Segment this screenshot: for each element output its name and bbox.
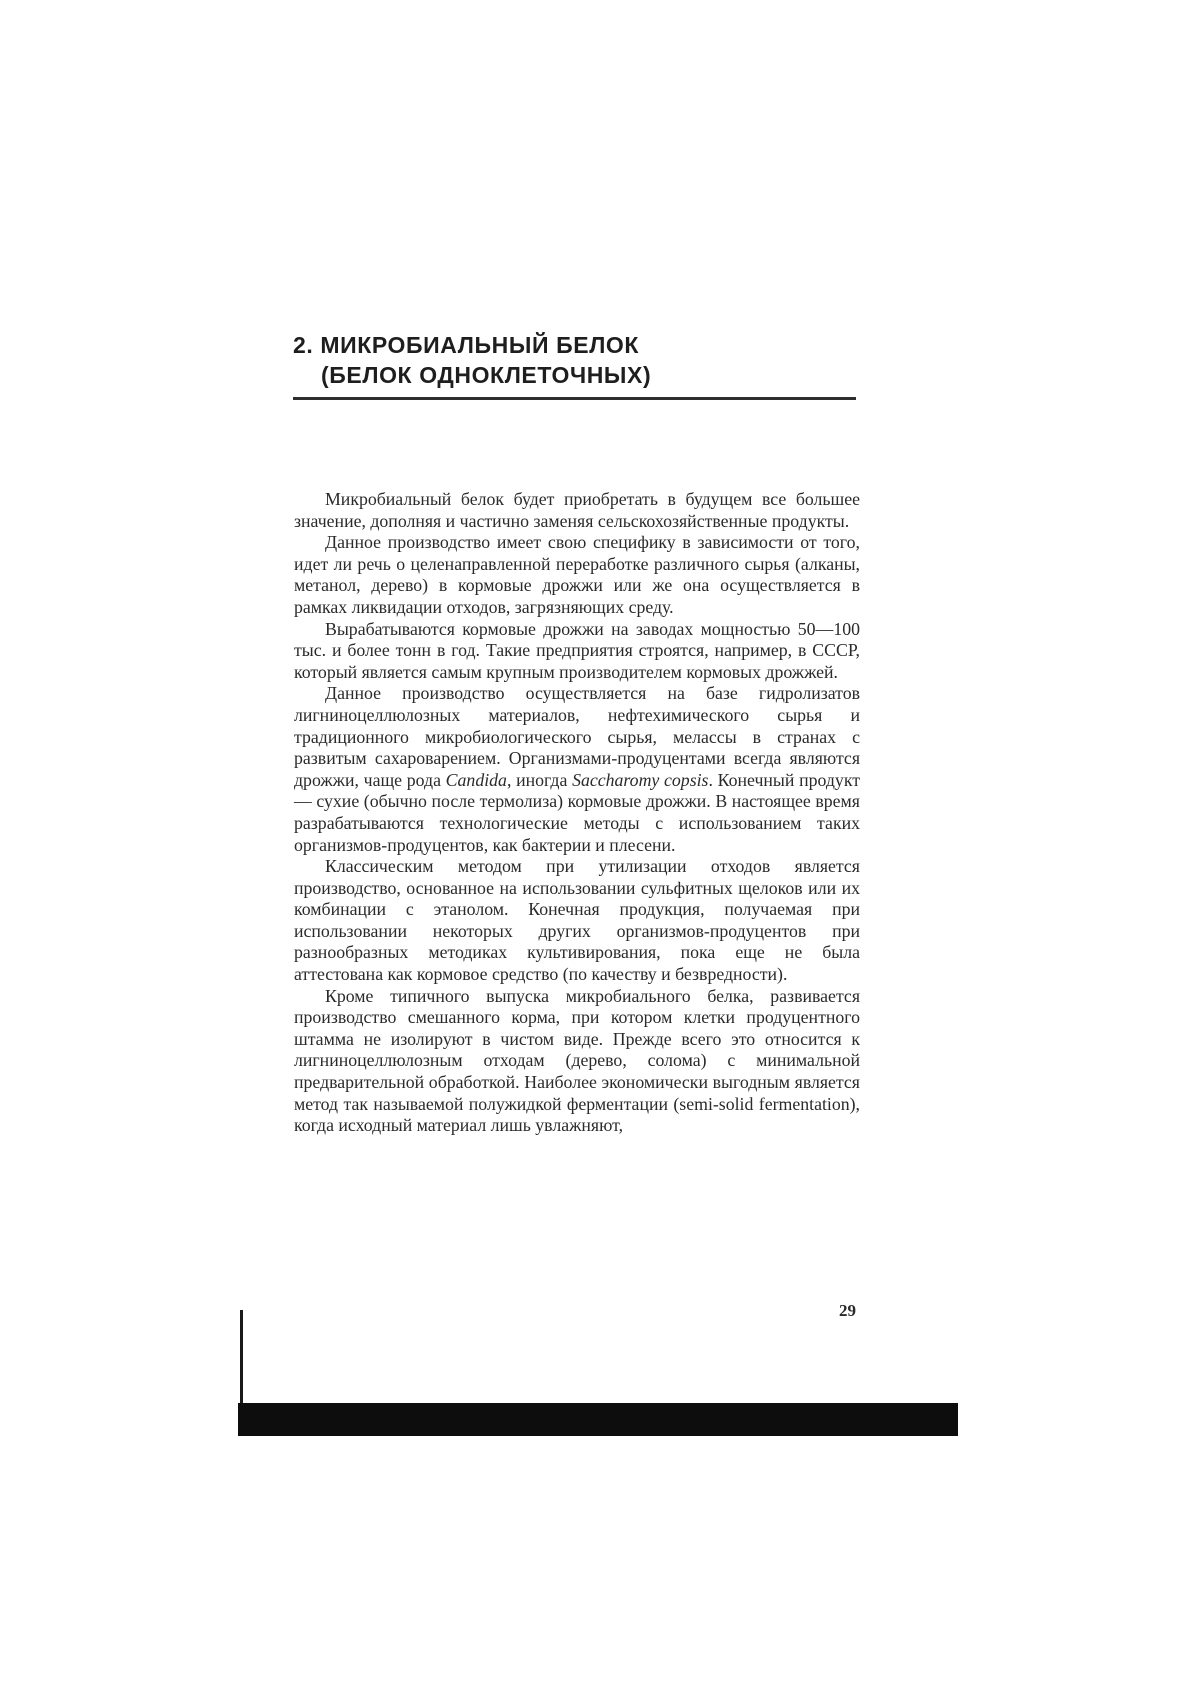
heading-title-line-2: (БЕЛОК ОДНОКЛЕТОЧНЫХ) bbox=[321, 362, 652, 388]
heading-line-1 bbox=[293, 330, 893, 360]
genus-candida: Candida bbox=[445, 769, 507, 790]
scan-page-edge bbox=[240, 1310, 243, 1410]
section-heading bbox=[293, 330, 893, 390]
paragraph-3: Вырабатываются кормовые дрожжи на заводах мощностью 50—100 тыс. и более тонн в год. Такие предприятия строятся, например, в СССР, который является самым крупным производителем кормовых дрожжей. bbox=[294, 618, 860, 682]
paragraph-5: Классическим методом при утилизации отходов является производство, основанное на использовании сульфитных щелоков или их комбинации с этанолом. Конечная продукция, получаемая при использовании некоторых других организмов-продуцентов при разнообразных методиках культивирования, пока еще не была аттестована как кормовое средство (по качеству и безвредности). bbox=[294, 856, 860, 985]
scan-bottom-shadow bbox=[238, 1403, 958, 1436]
paragraph-4-part-c: . Конечный продукт — сухие (обычно после термолиза) кормовые дрожжи. В настоящее время разрабатываются технологические методы с использованием таких организмов-продуцентов, как бактерии и плесени. bbox=[294, 769, 860, 855]
page-number: 29 bbox=[839, 1301, 856, 1320]
paragraph-4-part-a: Данное производство осуществляется на базе гидролизатов лигниноцеллюлозных материалов, нефтехимического сырья и традиционного микробиологического сырья, мелассы в странах с развитым сахароварением. Организмами-продуцентами всегда являются дрожжи, чаще рода bbox=[294, 683, 860, 790]
paragraph-1: Микробиальный белок будет приобретать в будущем все большее значение, дополняя и частично заменяя сельскохозяйственные продукты. bbox=[294, 489, 860, 531]
heading-title-line-1: МИКРОБИАЛЬНЫЙ БЕЛОК bbox=[320, 332, 640, 358]
genus-saccharomycopsis: Saccharomy copsis bbox=[572, 769, 709, 790]
paragraph-2: Данное производство имеет свою специфику в зависимости от того, идет ли речь о целенаправленной переработке различного сырья (алканы, метанол, дерево) в кормовые дрожжи или же она осуществляется в рамках ликвидации отходов, загрязняющих среду. bbox=[294, 532, 860, 617]
body-text bbox=[294, 489, 860, 1137]
paragraph-6: Кроме типичного выпуска микробиального белка, развивается производство смешанного корма, при котором клетки продуцентного штамма не изолируют в чистом виде. Прежде всего это относится к лигниноцеллюлозным отходам (дерево, солома) с минимальной предварительной обработкой. Наиболее экономически выгодным является метод так называемой полужидкой ферментации (semi-solid fermentation), когда исходный материал лишь увлажняют, bbox=[294, 985, 860, 1136]
section-number: 2. bbox=[293, 332, 314, 358]
heading-rule bbox=[293, 397, 856, 400]
paragraph-4 bbox=[294, 683, 860, 856]
paragraph-4-part-b: , иногда bbox=[506, 769, 573, 790]
